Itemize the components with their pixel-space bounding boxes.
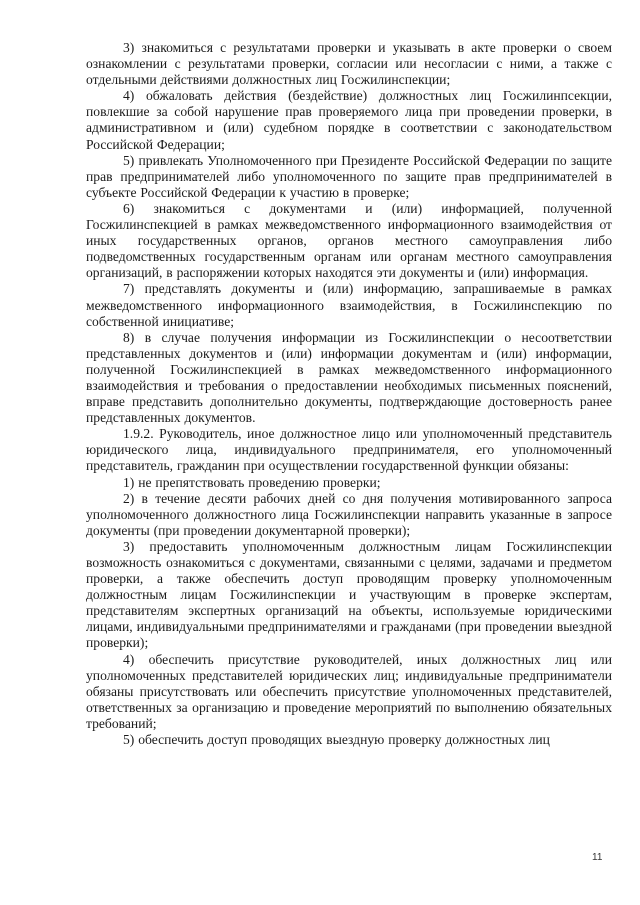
- paragraph-obligation-5-ensure-access: 5) обеспечить доступ проводящих выездную проверку должностных лиц: [123, 732, 550, 748]
- paragraph-item-6-familiarize-documents: 6) знакомиться с документами и (или) информацией, полученной Госжилинспекцией в рамках межведомственного информационного взаимодействия от иных государственных органов, органов местного самоуправления либо подведомственных государственным органам или органам местного самоуправления организаций, в распоряжении которых находятся эти документы и (или) информация.: [86, 200, 612, 281]
- paragraph-item-5-involve-ombudsman: 5) привлекать Уполномоченного при Президенте Российской Федерации по защите прав предпринимателей либо уполномоченного по защите прав предпринимателей в субъекте Российской Федерации к участию в проверке;: [86, 152, 612, 200]
- paragraph-section-1-9-2-obligations: 1.9.2. Руководитель, иное должностное лицо или уполномоченный представитель юридического лица, индивидуального предпринимателя, его уполномоченный представитель, гражданин при осуществлении государственной функции обязаны:: [86, 426, 612, 474]
- paragraph-item-7-submit-documents: 7) представлять документы и (или) информацию, запрашиваемые в рамках межведомственного информационного взаимодействия, в Госжилинспекцию по собственной инициативе;: [86, 281, 612, 329]
- document-body: [86, 40, 612, 748]
- paragraph-item-3-familiarize-results: 3) знакомиться с результатами проверки и указывать в акте проверки о своем ознакомлении с результатами проверки, согласии или несогласии с ними, а также с отдельными действиями должностных лиц Госжилинспекции;: [86, 40, 612, 88]
- paragraph-item-4-appeal-actions: 4) обжаловать действия (бездействие) должностных лиц Госжилинпсекции, повлекшие за собой нарушение прав проверяемого лица при проведении проверки, в административном и (или) судебном порядке в соответствии с законодательством Российской Федерации;: [86, 88, 612, 152]
- paragraph-obligation-1-not-obstruct: 1) не препятствовать проведению проверки;: [123, 474, 381, 490]
- page-number: 11: [592, 852, 603, 863]
- paragraph-obligation-4-ensure-presence: 4) обеспечить присутствие руководителей, иных должностных лиц или уполномоченных представителей юридических лиц; индивидуальные предприниматели обязаны присутствовать или обеспечить присутствие уполномоченных представителей, ответственных за организацию и проведение мероприятий по выполнению обязательных требований;: [86, 651, 612, 731]
- paragraph-obligation-3-provide-access: 3) предоставить уполномоченным должностным лицам Госжилинспекции возможность ознакомиться с документами, связанными с целями, задачами и предметом проверки, а также обеспечить доступ проводящим проверку уполномоченным должностным лицам Госжилинспекции и участвующим в проверке экспертам, представителям экспертных организаций на объекты, используемые юридическими лицами, индивидуальными предпринимателями и гражданами (при проведении выездной проверки);: [86, 538, 612, 651]
- paragraph-item-8-additional-documents: 8) в случае получения информации из Госжилинспекции о несоответствии представленных документов и (или) информации документам и (или) информации, полученной Госжилинспекцией в рамках межведомственного информационного взаимодействия и требования о предоставлении необходимых письменных пояснений, вправе представить дополнительно документы, подтверждающие достоверность ранее представленных документов.: [86, 329, 612, 426]
- paragraph-obligation-2-send-documents: 2) в течение десяти рабочих дней со дня получения мотивированного запроса уполномоченного должностного лица Госжилинспекции направить указанные в запросе документы (при проведении документарной проверки);: [86, 490, 612, 538]
